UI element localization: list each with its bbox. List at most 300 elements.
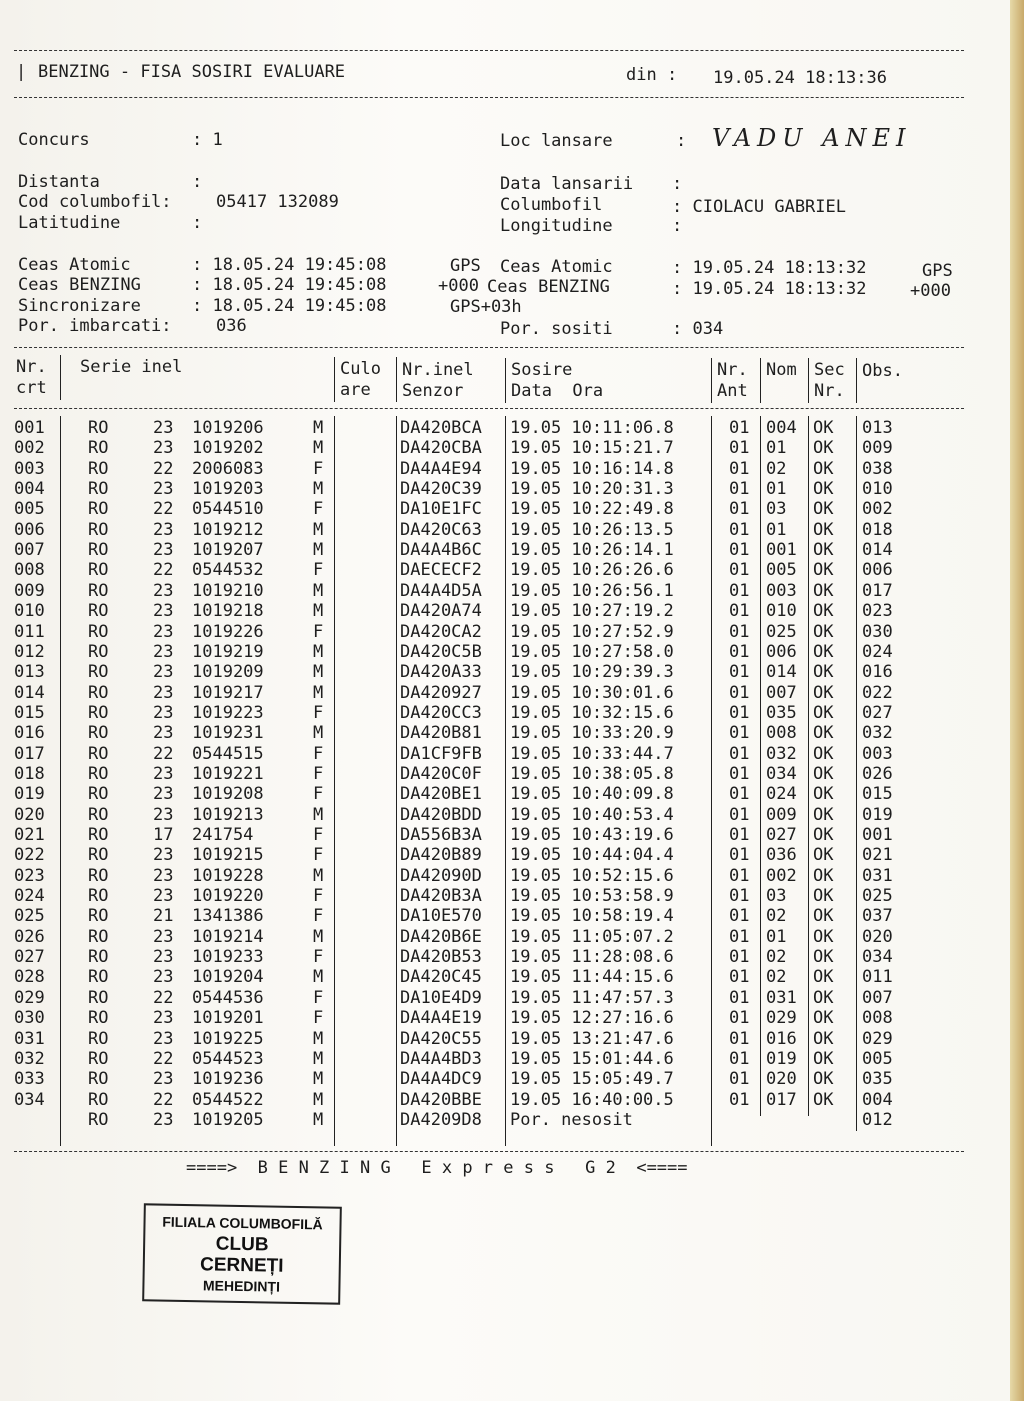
- ceas-benzing-value: : 18.05.24 19:45:08: [192, 275, 387, 295]
- cell-country: RO: [88, 519, 109, 540]
- cell-nom: 036: [766, 845, 797, 866]
- stamp-line: MEHEDINȚI: [202, 1277, 281, 1295]
- cell-obs: 035: [862, 1069, 893, 1090]
- cell-sex: F: [313, 987, 324, 1008]
- cell-ring: 1019207: [192, 540, 264, 561]
- cell-arrival: 19.05 16:40:00.5: [510, 1089, 674, 1110]
- cell-country: RO: [88, 458, 109, 479]
- cell-arrival: 19.05 10:29:39.3: [510, 662, 674, 683]
- cell-ring: 1019212: [192, 519, 264, 540]
- cell-country: RO: [88, 967, 109, 988]
- cell-nr-ant: 01: [729, 865, 750, 886]
- cell-nr-ant: 01: [729, 540, 750, 561]
- cell-sensor: DA420CC3: [400, 702, 482, 723]
- cell-arrival: 19.05 10:26:56.1: [510, 580, 674, 601]
- cell-country: RO: [88, 784, 109, 805]
- cell-arrival: 19.05 10:43:19.6: [510, 825, 674, 845]
- loc-label: Loc lansare: [500, 131, 613, 151]
- cell-arrival: Por. nesosit: [510, 1109, 633, 1130]
- cell-sensor: DA1CF9FB: [400, 743, 482, 764]
- cell-sensor: DA42090D: [400, 865, 482, 886]
- cell-obs: 006: [862, 560, 893, 581]
- cell-nr-ant: 01: [729, 1069, 750, 1090]
- cell-obs: 030: [862, 621, 893, 642]
- cell-sensor: DA10E4D9: [400, 987, 482, 1008]
- cell-country: RO: [88, 540, 109, 561]
- cell-obs: 007: [862, 987, 893, 1008]
- cell-sensor: DA420C45: [400, 967, 482, 988]
- cell-year: 23: [153, 621, 174, 642]
- cell-sensor: DA420C5B: [400, 641, 482, 662]
- cell-nr-ant: 01: [729, 947, 750, 968]
- cell-year: 23: [153, 479, 174, 500]
- cell-year: 22: [153, 1089, 174, 1110]
- divider: [14, 50, 964, 51]
- cell-sensor: DA420C0F: [400, 763, 482, 784]
- cell-nr-ant: 01: [729, 641, 750, 662]
- club-stamp: [142, 1203, 342, 1304]
- cell-sec: OK: [813, 926, 834, 947]
- cell-country: RO: [88, 1089, 109, 1110]
- distanta-value: :: [192, 172, 203, 192]
- cell-ring: 1019220: [192, 886, 264, 907]
- cell-sex: F: [313, 886, 324, 907]
- cell-obs: 011: [862, 967, 893, 988]
- footer-banner: ====> B E N Z I N G E x p r e s s G 2 <====: [186, 1158, 688, 1178]
- cell-arrival: 19.05 10:30:01.6: [510, 682, 674, 703]
- cell-sec: OK: [813, 560, 834, 581]
- divider: [14, 97, 964, 98]
- cell-sensor: DA4A4BD3: [400, 1048, 482, 1069]
- cell-sex: M: [313, 479, 324, 500]
- cell-ring: 1019221: [192, 763, 264, 784]
- cell-sex: F: [313, 1008, 324, 1029]
- cell-nr-ant: 01: [729, 702, 750, 723]
- cell-ring: 1019219: [192, 641, 264, 662]
- cell-country: RO: [88, 601, 109, 622]
- long-value: :: [672, 216, 683, 236]
- cell-nom: 003: [766, 580, 797, 601]
- cell-year: 23: [153, 784, 174, 805]
- cell-country: RO: [88, 906, 109, 927]
- cell-nr-crt: 007: [14, 540, 45, 561]
- cell-nom: 025: [766, 621, 797, 642]
- cell-ring: 1019203: [192, 479, 264, 500]
- cell-ring: 1019226: [192, 621, 264, 642]
- cell-year: 23: [153, 1008, 174, 1029]
- ceas-benzing-label: Ceas BENZING: [18, 275, 141, 295]
- cell-nr-ant: 01: [729, 418, 750, 438]
- cell-nr-crt: 023: [14, 865, 45, 886]
- cell-year: 23: [153, 540, 174, 561]
- paper-edge: [1010, 0, 1024, 1401]
- cell-nr-crt: 011: [14, 621, 45, 642]
- cell-obs: 019: [862, 804, 893, 825]
- col-obs: Obs.: [862, 361, 903, 381]
- cell-sec: OK: [813, 702, 834, 723]
- cell-obs: 037: [862, 906, 893, 927]
- cell-arrival: 19.05 15:05:49.7: [510, 1069, 674, 1090]
- cell-nr-ant: 01: [729, 601, 750, 622]
- cell-nom: 03: [766, 886, 787, 907]
- cell-sex: F: [313, 621, 324, 642]
- stamp-line: CLUB: [215, 1233, 269, 1256]
- cell-sex: F: [313, 458, 324, 479]
- cell-ring: 1341386: [192, 906, 264, 927]
- cell-arrival: 19.05 10:22:49.8: [510, 499, 674, 520]
- cell-year: 23: [153, 1109, 174, 1130]
- cell-year: 17: [153, 825, 174, 845]
- cell-nr-crt: 003: [14, 458, 45, 479]
- cell-country: RO: [88, 987, 109, 1008]
- cell-sensor: DA420CA2: [400, 621, 482, 642]
- cell-year: 22: [153, 458, 174, 479]
- cell-arrival: 19.05 10:26:26.6: [510, 560, 674, 581]
- cell-arrival: 19.05 10:58:19.4: [510, 906, 674, 927]
- cell-year: 23: [153, 641, 174, 662]
- cell-arrival: 19.05 11:05:07.2: [510, 926, 674, 947]
- cell-obs: 034: [862, 947, 893, 968]
- cell-obs: 009: [862, 438, 893, 459]
- cell-arrival: 19.05 10:32:15.6: [510, 702, 674, 723]
- cell-country: RO: [88, 621, 109, 642]
- ceas-atomic-label: Ceas Atomic: [18, 255, 131, 275]
- cell-obs: 023: [862, 601, 893, 622]
- gps-label: GPS: [450, 256, 481, 276]
- cell-country: RO: [88, 865, 109, 886]
- cell-ring: 0544536: [192, 987, 264, 1008]
- cell-arrival: 19.05 11:28:08.6: [510, 947, 674, 968]
- cell-obs: 005: [862, 1048, 893, 1069]
- border-bar: |: [16, 62, 27, 82]
- tz1: +000: [438, 276, 479, 296]
- cell-ring: 1019205: [192, 1109, 264, 1130]
- cell-year: 23: [153, 723, 174, 744]
- cell-nr-crt: 026: [14, 926, 45, 947]
- cell-nr-crt: 020: [14, 804, 45, 825]
- cell-nr-crt: 028: [14, 967, 45, 988]
- cell-nom: 034: [766, 763, 797, 784]
- cod-value: 05417 132089: [216, 192, 339, 212]
- cell-nr-crt: 027: [14, 947, 45, 968]
- col-ant: Ant: [717, 381, 748, 401]
- cell-nr-crt: 022: [14, 845, 45, 866]
- cell-sex: M: [313, 723, 324, 744]
- cell-year: 23: [153, 845, 174, 866]
- cell-nom: 02: [766, 947, 787, 968]
- cell-ring: 1019223: [192, 702, 264, 723]
- ceas-atomic2-label: Ceas Atomic: [500, 257, 613, 277]
- cell-sex: F: [313, 784, 324, 805]
- cell-nom: 01: [766, 519, 787, 540]
- sheet-title: BENZING - FISA SOSIRI EVALUARE: [38, 62, 346, 82]
- cell-year: 23: [153, 1069, 174, 1090]
- cell-nr-crt: 033: [14, 1069, 45, 1090]
- cell-nr-crt: 014: [14, 682, 45, 703]
- cell-arrival: 19.05 11:44:15.6: [510, 967, 674, 988]
- cell-ring: 0544522: [192, 1089, 264, 1110]
- cell-sensor: DA420B53: [400, 947, 482, 968]
- cell-sec: OK: [813, 987, 834, 1008]
- cell-nr-ant: 01: [729, 886, 750, 907]
- cell-nr-crt: 010: [14, 601, 45, 622]
- cell-country: RO: [88, 662, 109, 683]
- cell-sec: OK: [813, 580, 834, 601]
- cell-arrival: 19.05 10:27:52.9: [510, 621, 674, 642]
- cell-sex: F: [313, 845, 324, 866]
- cell-country: RO: [88, 845, 109, 866]
- col-sec: Sec: [814, 360, 845, 380]
- cell-ring: 1019201: [192, 1008, 264, 1029]
- cell-sensor: DA4A4E19: [400, 1008, 482, 1029]
- cell-ring: 1019215: [192, 845, 264, 866]
- cell-sec: OK: [813, 763, 834, 784]
- cell-sensor: DA4209D8: [400, 1109, 482, 1130]
- cell-nr-crt: 008: [14, 560, 45, 581]
- cell-sensor: DA556B3A: [400, 825, 482, 845]
- cell-year: 23: [153, 682, 174, 703]
- cell-nom: 027: [766, 825, 797, 845]
- cell-obs: 021: [862, 845, 893, 866]
- cell-sec: OK: [813, 479, 834, 500]
- cell-obs: 038: [862, 458, 893, 479]
- cell-year: 23: [153, 926, 174, 947]
- cell-sex: M: [313, 1028, 324, 1049]
- cell-sex: M: [313, 1089, 324, 1110]
- cell-sex: M: [313, 601, 324, 622]
- cell-obs: 001: [862, 825, 893, 845]
- cell-obs: 031: [862, 865, 893, 886]
- cell-sec: OK: [813, 743, 834, 764]
- cell-nr-crt: 034: [14, 1089, 45, 1110]
- imbarcati-value: 036: [216, 316, 247, 336]
- cell-country: RO: [88, 1008, 109, 1029]
- cell-year: 23: [153, 763, 174, 784]
- cell-sensor: DA420927: [400, 682, 482, 703]
- cell-sensor: DA420C63: [400, 519, 482, 540]
- cell-nom: 01: [766, 479, 787, 500]
- cell-year: 23: [153, 1028, 174, 1049]
- cell-sex: M: [313, 682, 324, 703]
- cell-nr-ant: 01: [729, 743, 750, 764]
- cell-year: 23: [153, 418, 174, 438]
- cell-ring: 0544532: [192, 560, 264, 581]
- cell-obs: 010: [862, 479, 893, 500]
- cell-year: 23: [153, 886, 174, 907]
- col-crt: crt: [16, 378, 47, 398]
- cell-sensor: DA10E570: [400, 906, 482, 927]
- din-value: 19.05.24 18:13:36: [713, 68, 887, 88]
- cell-sec: OK: [813, 886, 834, 907]
- cell-year: 23: [153, 865, 174, 886]
- stamp-line: CERNEȚI: [199, 1254, 284, 1277]
- col-nr-ant: Nr.: [717, 360, 748, 380]
- cell-year: 23: [153, 804, 174, 825]
- cell-sec: OK: [813, 804, 834, 825]
- cell-sex: M: [313, 926, 324, 947]
- cell-nr-ant: 01: [729, 682, 750, 703]
- cell-year: 22: [153, 987, 174, 1008]
- cell-nom: 016: [766, 1028, 797, 1049]
- cell-nr-ant: 01: [729, 987, 750, 1008]
- cell-arrival: 19.05 13:21:47.6: [510, 1028, 674, 1049]
- cell-country: RO: [88, 723, 109, 744]
- cell-nr-crt: 029: [14, 987, 45, 1008]
- cell-nom: 020: [766, 1069, 797, 1090]
- cell-sensor: DA420B3A: [400, 886, 482, 907]
- cell-nr-crt: 030: [14, 1008, 45, 1029]
- cell-sex: M: [313, 967, 324, 988]
- cell-arrival: 19.05 10:11:06.8: [510, 418, 674, 438]
- cell-nr-ant: 01: [729, 560, 750, 581]
- col-data-ora: Data Ora: [511, 381, 604, 401]
- cell-nr-ant: 01: [729, 662, 750, 683]
- cell-country: RO: [88, 743, 109, 764]
- cell-sex: M: [313, 1048, 324, 1069]
- cell-nr-ant: 01: [729, 479, 750, 500]
- cell-sex: M: [313, 519, 324, 540]
- cell-nom: 005: [766, 560, 797, 581]
- lat-value: :: [192, 213, 203, 233]
- cell-country: RO: [88, 926, 109, 947]
- col-nrinel: Nr.inel: [402, 360, 474, 380]
- cell-arrival: 19.05 15:01:44.6: [510, 1048, 674, 1069]
- tz2: +000: [910, 281, 951, 301]
- cell-ring: 1019233: [192, 947, 264, 968]
- cell-nr-crt: 006: [14, 519, 45, 540]
- cell-sec: OK: [813, 519, 834, 540]
- cell-ring: 1019228: [192, 865, 264, 886]
- cell-ring: 2006083: [192, 458, 264, 479]
- cell-arrival: 19.05 10:38:05.8: [510, 763, 674, 784]
- cell-obs: 012: [862, 1109, 893, 1130]
- cell-nom: 01: [766, 926, 787, 947]
- cell-ring: 1019206: [192, 418, 264, 438]
- cell-obs: 003: [862, 743, 893, 764]
- cell-nr-crt: 002: [14, 438, 45, 459]
- cell-arrival: 19.05 10:40:09.8: [510, 784, 674, 805]
- cell-obs: 032: [862, 723, 893, 744]
- cell-sec: OK: [813, 499, 834, 520]
- cell-nom: 007: [766, 682, 797, 703]
- cell-year: 21: [153, 906, 174, 927]
- cell-nr-ant: 01: [729, 784, 750, 805]
- cell-ring: 1019204: [192, 967, 264, 988]
- cell-arrival: 19.05 10:26:14.1: [510, 540, 674, 561]
- cell-ring: 241754: [192, 825, 254, 845]
- cell-nr-ant: 01: [729, 763, 750, 784]
- cell-sec: OK: [813, 947, 834, 968]
- cell-nr-crt: 021: [14, 825, 45, 845]
- cell-obs: 016: [862, 662, 893, 683]
- cell-sec: OK: [813, 825, 834, 845]
- cell-obs: 026: [862, 763, 893, 784]
- cell-ring: 0544510: [192, 499, 264, 520]
- cell-sec: OK: [813, 601, 834, 622]
- cell-ring: 1019231: [192, 723, 264, 744]
- cell-sensor: DA420BCA: [400, 418, 482, 438]
- cell-sex: M: [313, 1069, 324, 1090]
- cell-country: RO: [88, 1069, 109, 1090]
- cell-country: RO: [88, 1048, 109, 1069]
- cell-nom: 006: [766, 641, 797, 662]
- distanta-label: Distanta: [18, 172, 100, 192]
- cell-nom: 03: [766, 499, 787, 520]
- ceas-benzing2-value: : 19.05.24 18:13:32: [672, 279, 867, 299]
- divider: [14, 1151, 964, 1152]
- cell-country: RO: [88, 702, 109, 723]
- cell-sec: OK: [813, 662, 834, 683]
- cell-sec: OK: [813, 438, 834, 459]
- cell-sec: OK: [813, 458, 834, 479]
- cell-obs: 018: [862, 519, 893, 540]
- cell-nr-ant: 01: [729, 926, 750, 947]
- cell-obs: 004: [862, 1089, 893, 1110]
- sincro-value: : 18.05.24 19:45:08: [192, 296, 387, 316]
- cell-nr-crt: 016: [14, 723, 45, 744]
- cell-arrival: 19.05 10:16:14.8: [510, 458, 674, 479]
- cell-sex: M: [313, 804, 324, 825]
- cell-arrival: 19.05 10:33:44.7: [510, 743, 674, 764]
- cell-sex: F: [313, 499, 324, 520]
- cell-nom: 029: [766, 1008, 797, 1029]
- cell-sensor: DA4A4E94: [400, 458, 482, 479]
- cell-nom: 010: [766, 601, 797, 622]
- cell-sensor: DA420B81: [400, 723, 482, 744]
- concurs-label: Concurs: [18, 130, 90, 150]
- cell-arrival: 19.05 12:27:16.6: [510, 1008, 674, 1029]
- cell-sex: F: [313, 825, 324, 845]
- col-nr: Nr.: [16, 357, 47, 377]
- ceas-atomic2-value: : 19.05.24 18:13:32: [672, 258, 867, 278]
- col-culoare-2: are: [340, 380, 371, 400]
- cell-year: 23: [153, 967, 174, 988]
- cell-obs: 002: [862, 499, 893, 520]
- cell-nom: 002: [766, 865, 797, 886]
- col-nom: Nom: [766, 360, 797, 380]
- cell-nom: 031: [766, 987, 797, 1008]
- cell-year: 23: [153, 702, 174, 723]
- cell-sec: OK: [813, 845, 834, 866]
- cell-nr-crt: 015: [14, 702, 45, 723]
- cell-country: RO: [88, 641, 109, 662]
- sositi-value: : 034: [672, 319, 724, 339]
- cell-obs: 025: [862, 886, 893, 907]
- stamp-line: FILIALA COLUMBOFILĂ: [162, 1213, 323, 1233]
- col-sosire: Sosire: [511, 360, 573, 380]
- colon: :: [676, 131, 687, 151]
- cell-nr-crt: 025: [14, 906, 45, 927]
- cell-ring: 0544515: [192, 743, 264, 764]
- cell-sex: M: [313, 540, 324, 561]
- cell-nom: 02: [766, 967, 787, 988]
- cell-nom: 032: [766, 743, 797, 764]
- cell-country: RO: [88, 499, 109, 520]
- cell-obs: 027: [862, 702, 893, 723]
- cell-ring: 1019202: [192, 438, 264, 459]
- cell-nom: 009: [766, 804, 797, 825]
- cell-nr-crt: 018: [14, 763, 45, 784]
- long-label: Longitudine: [500, 216, 613, 236]
- cell-obs: 008: [862, 1008, 893, 1029]
- cell-sex: F: [313, 947, 324, 968]
- cell-sensor: DA10E1FC: [400, 499, 482, 520]
- cell-sex: F: [313, 560, 324, 581]
- cell-arrival: 19.05 10:27:19.2: [510, 601, 674, 622]
- cell-arrival: 19.05 10:40:53.4: [510, 804, 674, 825]
- cell-nr-ant: 01: [729, 458, 750, 479]
- cell-country: RO: [88, 763, 109, 784]
